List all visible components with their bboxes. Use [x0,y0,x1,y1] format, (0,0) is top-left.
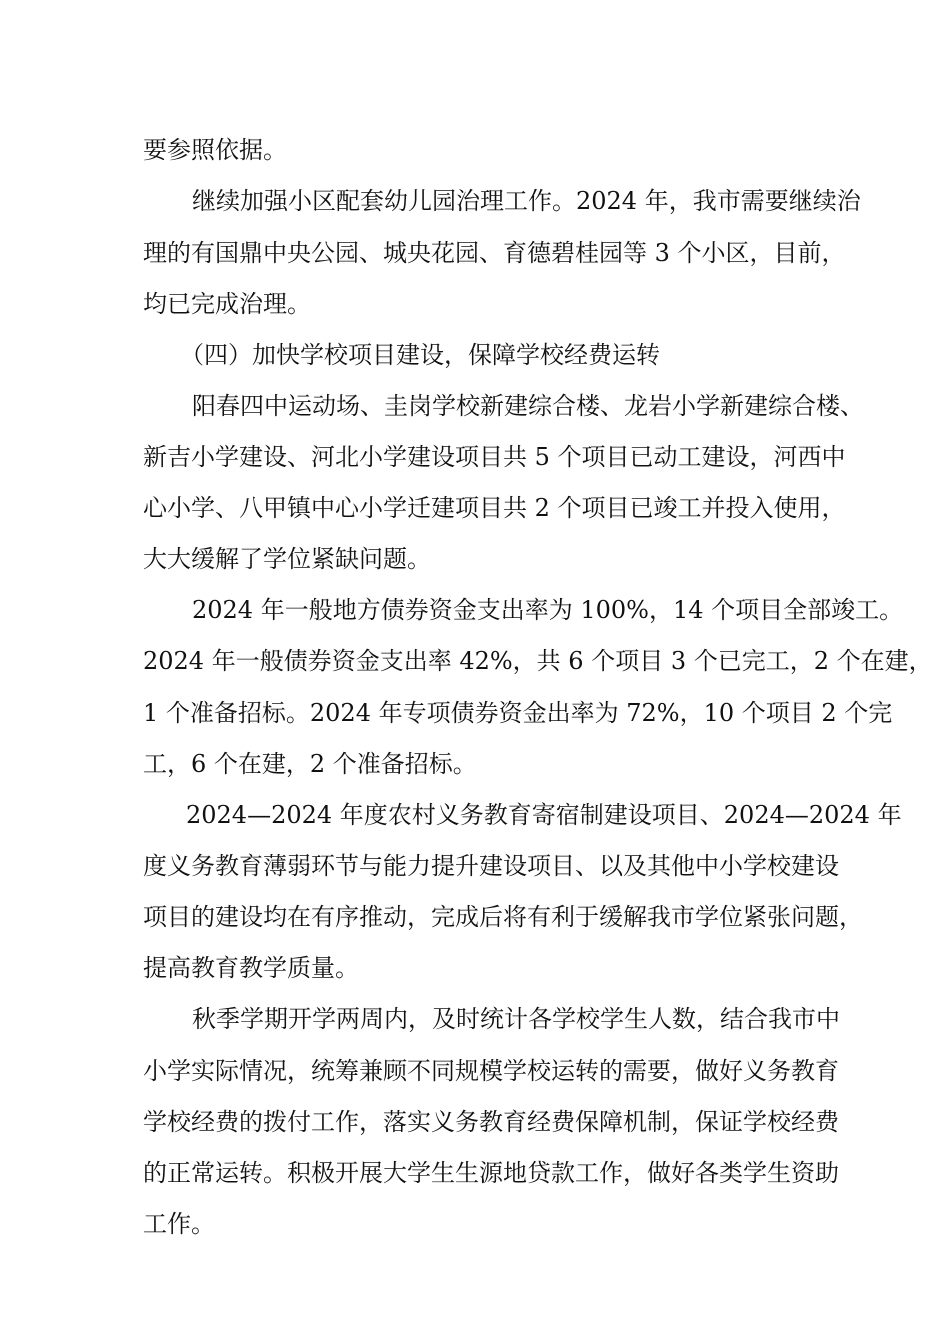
paragraph-line: 心小学、八甲镇中心小学迁建项目共 2 个项目已竣工并投入使用， [143,494,846,522]
paragraph-line: 工作。 [143,1210,215,1238]
paragraph-line: 秋季学期开学两周内，及时统计各学校学生人数，结合我市中 [192,1005,840,1033]
paragraph-line: 继续加强小区配套幼儿园治理工作。2024 年，我市需要继续治 [192,187,861,215]
paragraph-line: 工，6 个在建，2 个准备招标。 [143,750,477,778]
paragraph-line: 大大缓解了学位紧缺问题。 [143,545,431,573]
paragraph-line: 的正常运转。积极开展大学生生源地贷款工作，做好各类学生资助 [143,1159,839,1187]
paragraph-line: 2024—2024 年度农村义务教育寄宿制建设项目、2024—2024 年 [186,801,902,829]
paragraph-line: 新吉小学建设、河北小学建设项目共 5 个项目已动工建设，河西中 [143,443,846,471]
paragraph-line: 理的有国鼎中央公园、城央花园、育德碧桂园等 3 个小区，目前， [143,239,846,267]
paragraph-line: 1 个准备招标。2024 年专项债券资金出率为 72%，10 个项目 2 个完 [143,699,893,727]
paragraph-line: 要参照依据。 [143,136,287,164]
paragraph-line: 2024 年一般债券资金支出率 42%，共 6 个项目 3 个已完工，2 个在建， [143,647,933,675]
paragraph-line: 项目的建设均在有序推动，完成后将有利于缓解我市学位紧张问题， [143,903,863,931]
paragraph-line: 均已完成治理。 [143,290,311,318]
paragraph-line: 度义务教育薄弱环节与能力提升建设项目、以及其他中小学校建设 [143,852,839,880]
paragraph-line: 提高教育教学质量。 [143,954,359,982]
section-heading: （四）加快学校项目建设，保障学校经费运转 [180,341,660,369]
paragraph-line: 2024 年一般地方债券资金支出率为 100%，14 个项目全部竣工。 [192,596,904,624]
paragraph-line: 阳春四中运动场、圭岗学校新建综合楼、龙岩小学新建综合楼、 [192,392,864,420]
paragraph-line: 小学实际情况，统筹兼顾不同规模学校运转的需要，做好义务教育 [143,1057,839,1085]
paragraph-line: 学校经费的拨付工作，落实义务教育经费保障机制，保证学校经费 [143,1108,839,1136]
